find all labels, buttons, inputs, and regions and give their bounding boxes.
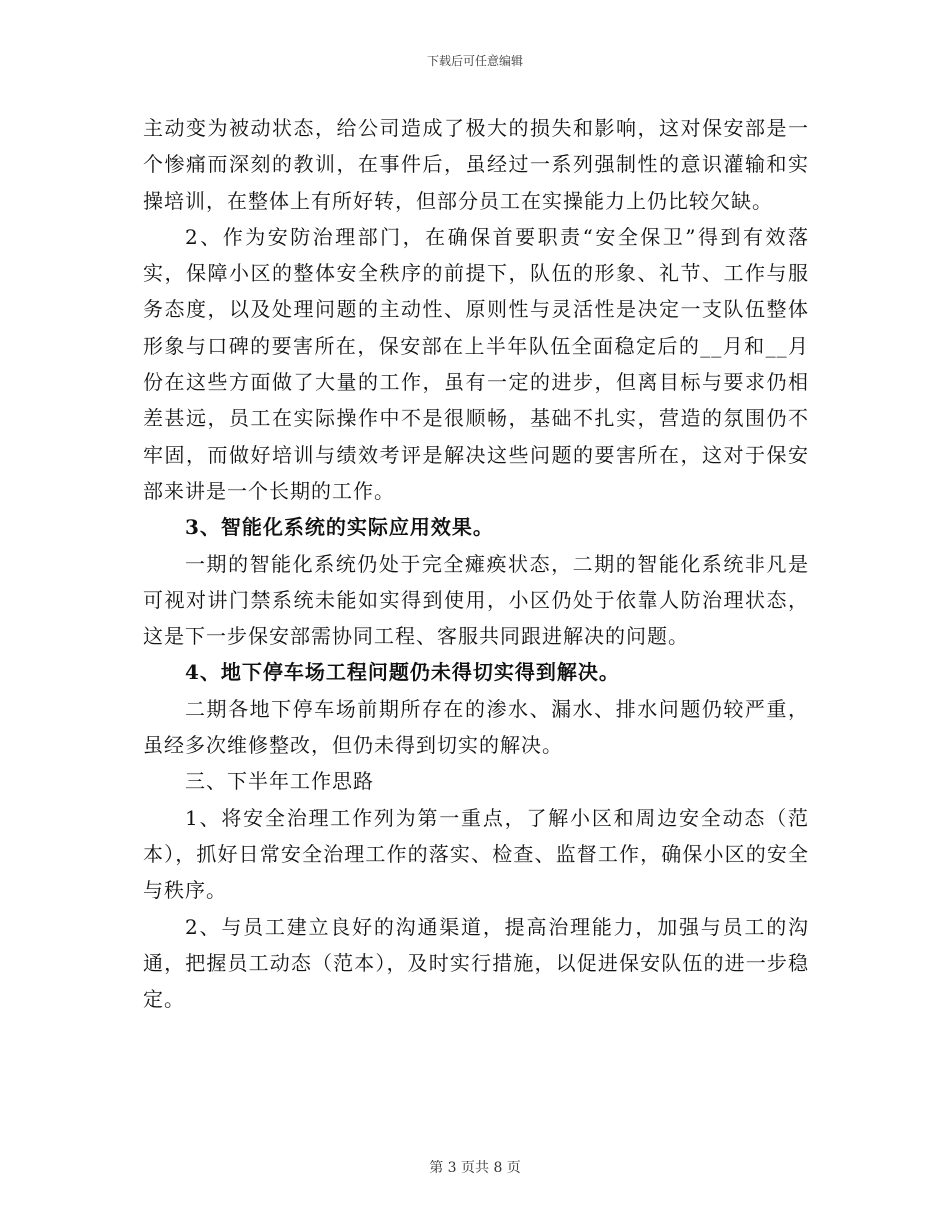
paragraph-parking: 二期各地下停车场前期所存在的渗水、漏水、排水问题仍较严重，虽经多次维修整改，但仍未得到切实的解决。 [143, 696, 809, 758]
paragraph-training-lesson: 主动变为被动状态，给公司造成了极大的损失和影响，这对保安部是一个惨痛而深刻的教训，在事件后，虽经过一系列强制性的意识灌输和实操培训，在整体上有所好转，但部分员工在实操能力上仍比较欠缺。 [143, 116, 809, 213]
heading-item-4-parking: 4、地下停车场工程问题仍未得切实得到解决。 [185, 660, 620, 685]
page-header-note: 下载后可任意编辑 [426, 54, 523, 68]
heading-item-3-smart-system: 3、智能化系统的实际应用效果。 [185, 515, 494, 540]
paragraph-item-2-image: 2、作为安防治理部门，在确保首要职责“安全保卫”得到有效落实，保障小区的整体安全秩序的前提下，队伍的形象、礼节、工作与服务态度，以及处理问题的主动性、原则性与灵活性是决定一支队伍整体形象与口碑的要害所在，保安部在上半年队伍全面稳定后的__月和__月份在这些方面做了大量的工作，虽有一定的进步，但离目标与要求仍相差甚远，员工在实际操作中不是很顺畅，基础不扎实，营造的氛围仍不牢固，而做好培训与绩效考评是解决这些问题的要害所在，这对于保安部来讲是一个长期的工作。 [143, 224, 809, 503]
section-heading-plan: 三、下半年工作思路 [185, 769, 374, 794]
paragraph-plan-item-1: 1、将安全治理工作列为第一重点，了解小区和周边安全动态（范本），抓好日常安全治理工作的落实、检查、监督工作，确保小区的安全与秩序。 [143, 805, 809, 903]
paragraph-plan-item-2: 2、与员工建立良好的沟通渠道，提高治理能力，加强与员工的沟通，把握员工动态（范本），及时实行措施，以促进保安队伍的进一步稳定。 [143, 914, 809, 1012]
paragraph-smart-system: 一期的智能化系统仍处于完全瘫痪状态，二期的智能化系统非凡是可视对讲门禁系统未能如实得到使用，小区仍处于依靠人防治理状态，这是下一步保安部需协同工程、客服共同跟进解决的问题。 [143, 551, 809, 649]
page-number: 第 3 页共 8 页 [429, 1160, 521, 1176]
document-body [143, 110, 809, 1017]
